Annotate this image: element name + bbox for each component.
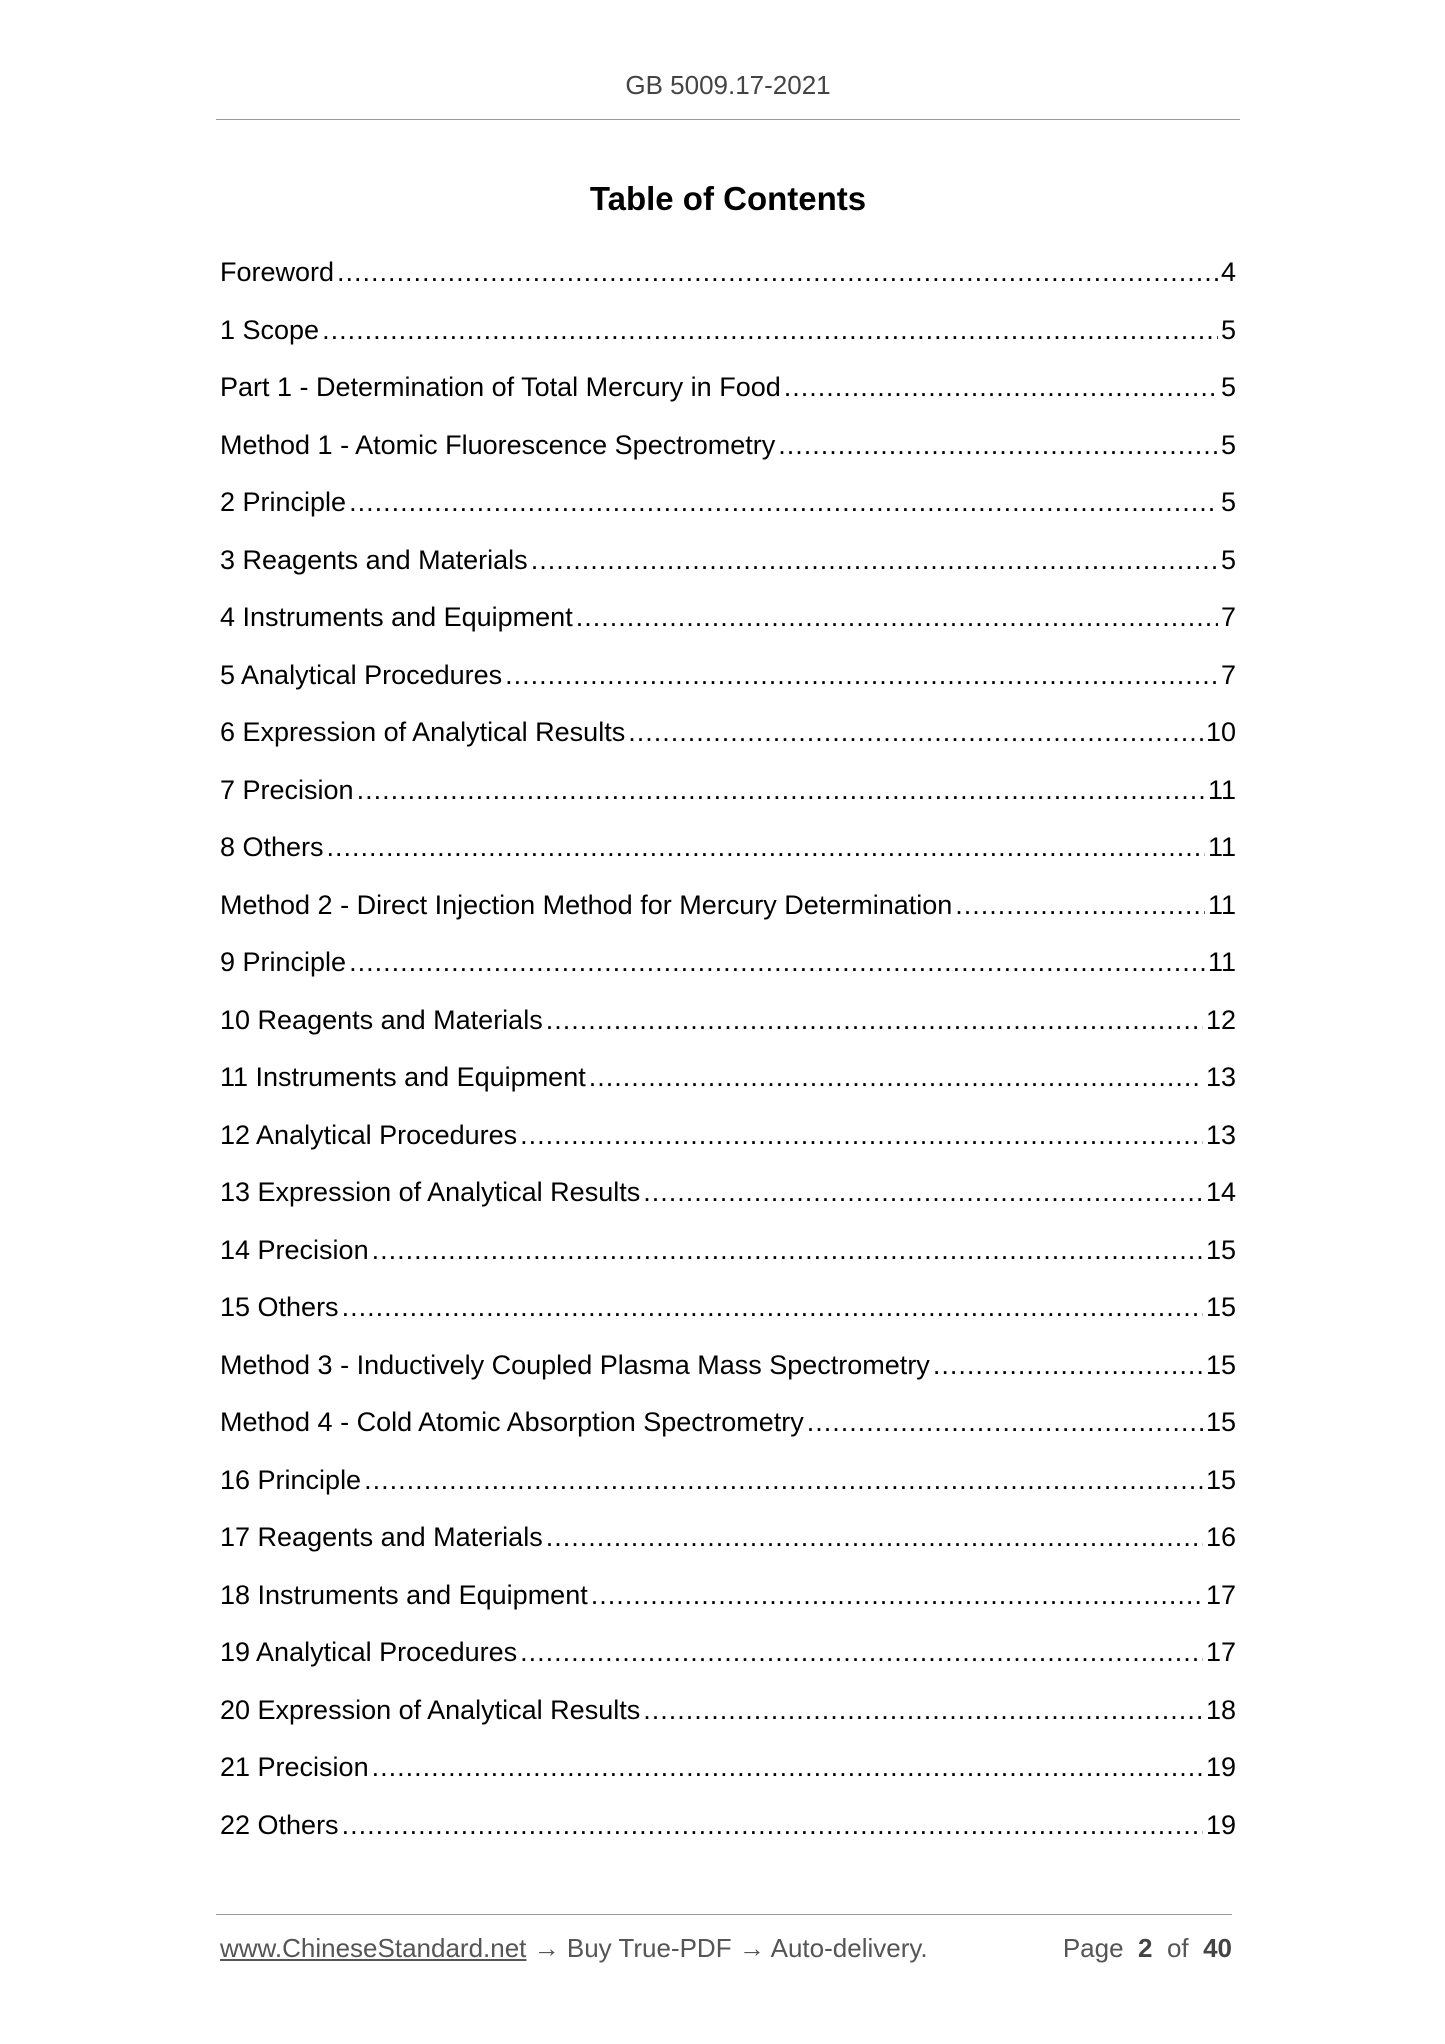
toc-dot-leader bbox=[546, 1000, 1203, 1040]
toc-entry-label: 19 Analytical Procedures bbox=[220, 1637, 518, 1667]
toc-entry-label: 3 Reagents and Materials bbox=[220, 544, 528, 575]
toc-entry[interactable] bbox=[220, 770, 1236, 828]
buy-true-pdf-text: Buy True-PDF bbox=[566, 1933, 732, 1963]
of-word: of bbox=[1166, 1933, 1189, 1963]
toc-entry-page-number: 17 bbox=[1205, 1579, 1236, 1610]
toc-entry-label: 6 Expression of Analytical Results bbox=[220, 717, 626, 747]
toc-dot-leader bbox=[546, 1517, 1203, 1557]
toc-entry-label: 16 Principle bbox=[220, 1464, 362, 1495]
toc-entry[interactable] bbox=[220, 540, 1236, 598]
toc-entry[interactable] bbox=[220, 1115, 1236, 1173]
toc-dot-leader bbox=[349, 942, 1205, 982]
toc-dot-leader bbox=[531, 540, 1218, 580]
toc-entry[interactable] bbox=[220, 655, 1236, 713]
standard-code: GB 5009.17-2021 bbox=[625, 70, 831, 100]
toc-entry[interactable] bbox=[220, 942, 1236, 1000]
toc-entry[interactable] bbox=[220, 1230, 1236, 1288]
toc-entry-page-number: 5 bbox=[1220, 372, 1236, 402]
toc-dot-leader bbox=[933, 1345, 1203, 1385]
toc-entry-label: Part 1 - Determination of Total Mercury in Food bbox=[220, 372, 781, 402]
toc-dot-leader bbox=[591, 1575, 1203, 1615]
toc-entry[interactable] bbox=[220, 885, 1236, 943]
toc-entry[interactable] bbox=[220, 1632, 1236, 1690]
arrow-right-icon: → bbox=[738, 1933, 765, 1963]
toc-dot-leader bbox=[643, 1690, 1203, 1730]
page-footer bbox=[220, 1933, 1232, 1973]
toc-entry-page-number: 16 bbox=[1205, 1522, 1236, 1552]
toc-dot-leader bbox=[364, 1460, 1203, 1500]
toc-entry[interactable] bbox=[220, 482, 1236, 540]
toc-entry-page-number: 19 bbox=[1205, 1809, 1236, 1840]
toc-dot-leader bbox=[807, 1402, 1203, 1442]
toc-entry-page-number: 17 bbox=[1205, 1637, 1236, 1667]
toc-entry[interactable] bbox=[220, 1805, 1236, 1863]
toc-entry-label: 17 Reagents and Materials bbox=[220, 1522, 543, 1552]
toc-dot-leader bbox=[589, 1057, 1203, 1097]
toc-entry[interactable] bbox=[220, 1287, 1236, 1345]
toc-entry-label: 7 Precision bbox=[220, 774, 354, 805]
toc-entry[interactable] bbox=[220, 1172, 1236, 1230]
toc-entry-label: 18 Instruments and Equipment bbox=[220, 1579, 588, 1610]
header-divider bbox=[216, 119, 1240, 120]
toc-dot-leader bbox=[576, 597, 1218, 637]
arrow-right-icon: → bbox=[533, 1933, 560, 1963]
toc-entry-label: 4 Instruments and Equipment bbox=[220, 602, 573, 632]
toc-entry-label: 2 Principle bbox=[220, 487, 347, 517]
toc-entry-page-number: 13 bbox=[1205, 1119, 1236, 1150]
toc-entry[interactable] bbox=[220, 252, 1236, 310]
toc-dot-leader bbox=[322, 310, 1218, 350]
toc-entry-label: Method 4 - Cold Atomic Absorption Spectrometry bbox=[220, 1407, 804, 1437]
toc-entry[interactable] bbox=[220, 1345, 1236, 1403]
toc-entry[interactable] bbox=[220, 367, 1236, 425]
page-header bbox=[216, 70, 1240, 101]
toc-entry-page-number: 15 bbox=[1205, 1464, 1236, 1495]
toc-dot-leader bbox=[342, 1287, 1203, 1327]
toc-entry-label: 10 Reagents and Materials bbox=[220, 1004, 543, 1035]
toc-entry-label: Foreword bbox=[220, 257, 335, 287]
toc-entry-page-number: 12 bbox=[1205, 1004, 1236, 1035]
toc-entry-page-number: 11 bbox=[1207, 947, 1236, 977]
toc-entry-page-number: 5 bbox=[1220, 314, 1236, 345]
toc-entry-label: 15 Others bbox=[220, 1292, 339, 1322]
site-link[interactable]: www.ChineseStandard.net bbox=[220, 1933, 527, 1963]
toc-dot-leader bbox=[784, 367, 1218, 407]
toc-entry-page-number: 14 bbox=[1205, 1177, 1236, 1207]
toc-entry[interactable] bbox=[220, 1517, 1236, 1575]
toc-dot-leader bbox=[628, 712, 1203, 752]
toc-entry-label: 12 Analytical Procedures bbox=[220, 1119, 518, 1150]
footer-divider bbox=[216, 1914, 1232, 1915]
toc-dot-leader bbox=[643, 1172, 1203, 1212]
toc-entry-label: 8 Others bbox=[220, 832, 324, 862]
toc-entry-page-number: 15 bbox=[1205, 1292, 1236, 1322]
toc-dot-leader bbox=[372, 1747, 1203, 1787]
toc-entry[interactable] bbox=[220, 1747, 1236, 1805]
page-indicator bbox=[1063, 1933, 1232, 1964]
toc-entry-page-number: 15 bbox=[1205, 1234, 1236, 1265]
toc-entry-label: 22 Others bbox=[220, 1809, 339, 1840]
toc-entry-page-number: 15 bbox=[1205, 1407, 1236, 1437]
toc-entry-label: 1 Scope bbox=[220, 314, 320, 345]
toc-list bbox=[220, 252, 1236, 1862]
toc-entry-page-number: 15 bbox=[1205, 1349, 1236, 1380]
toc-dot-leader bbox=[342, 1805, 1203, 1845]
toc-entry[interactable] bbox=[220, 425, 1236, 483]
toc-entry-page-number: 11 bbox=[1207, 889, 1236, 920]
toc-entry[interactable] bbox=[220, 1402, 1236, 1460]
toc-entry-page-number: 5 bbox=[1220, 429, 1236, 460]
toc-dot-leader bbox=[778, 425, 1218, 465]
toc-entry-page-number: 13 bbox=[1205, 1062, 1236, 1092]
toc-entry[interactable] bbox=[220, 1690, 1236, 1748]
page-total: 40 bbox=[1203, 1933, 1232, 1963]
toc-entry-label: Method 3 - Inductively Coupled Plasma Mass Spectrometry bbox=[220, 1349, 930, 1380]
toc-entry[interactable] bbox=[220, 1575, 1236, 1633]
toc-dot-leader bbox=[955, 885, 1205, 925]
toc-entry[interactable] bbox=[220, 310, 1236, 368]
toc-entry-label: 21 Precision bbox=[220, 1752, 369, 1782]
toc-title: Table of Contents bbox=[589, 180, 867, 217]
toc-entry-label: 11 Instruments and Equipment bbox=[220, 1062, 586, 1092]
page-word: Page bbox=[1062, 1933, 1124, 1963]
toc-entry-page-number: 19 bbox=[1205, 1752, 1236, 1782]
toc-entry[interactable] bbox=[220, 1000, 1236, 1058]
toc-entry[interactable] bbox=[220, 1057, 1236, 1115]
page-current: 2 bbox=[1138, 1933, 1153, 1963]
toc-entry[interactable] bbox=[220, 827, 1236, 885]
toc-entry[interactable] bbox=[220, 1460, 1236, 1518]
toc-entry-page-number: 11 bbox=[1207, 832, 1236, 862]
toc-entry-page-number: 5 bbox=[1220, 544, 1236, 575]
toc-entry-label: 14 Precision bbox=[220, 1234, 369, 1265]
footer-promo bbox=[220, 1933, 928, 1964]
toc-entry-label: Method 1 - Atomic Fluorescence Spectrometry bbox=[220, 429, 776, 460]
toc-entry[interactable] bbox=[220, 597, 1236, 655]
toc-entry-page-number: 7 bbox=[1220, 602, 1236, 632]
toc-entry-page-number: 10 bbox=[1205, 717, 1236, 747]
toc-dot-leader bbox=[520, 1632, 1203, 1672]
toc-entry-page-number: 11 bbox=[1207, 774, 1236, 805]
toc-entry-page-number: 4 bbox=[1220, 257, 1236, 287]
toc-dot-leader bbox=[505, 655, 1218, 695]
toc-entry-page-number: 18 bbox=[1205, 1694, 1236, 1725]
toc-entry-page-number: 7 bbox=[1220, 659, 1236, 690]
toc-dot-leader bbox=[337, 252, 1218, 292]
toc-dot-leader bbox=[349, 482, 1218, 522]
toc-entry-label: 13 Expression of Analytical Results bbox=[220, 1177, 641, 1207]
toc-entry-page-number: 5 bbox=[1220, 487, 1236, 517]
toc-entry-label: 20 Expression of Analytical Results bbox=[220, 1694, 641, 1725]
toc-dot-leader bbox=[357, 770, 1205, 810]
toc-entry-label: 9 Principle bbox=[220, 947, 347, 977]
toc-entry[interactable] bbox=[220, 712, 1236, 770]
toc-entry-label: 5 Analytical Procedures bbox=[220, 659, 503, 690]
auto-delivery-text: Auto-delivery. bbox=[770, 1933, 928, 1963]
toc-dot-leader bbox=[372, 1230, 1203, 1270]
toc-entry-label: Method 2 - Direct Injection Method for Mercury Determination bbox=[220, 889, 953, 920]
toc-dot-leader bbox=[327, 827, 1205, 867]
toc-dot-leader bbox=[520, 1115, 1203, 1155]
